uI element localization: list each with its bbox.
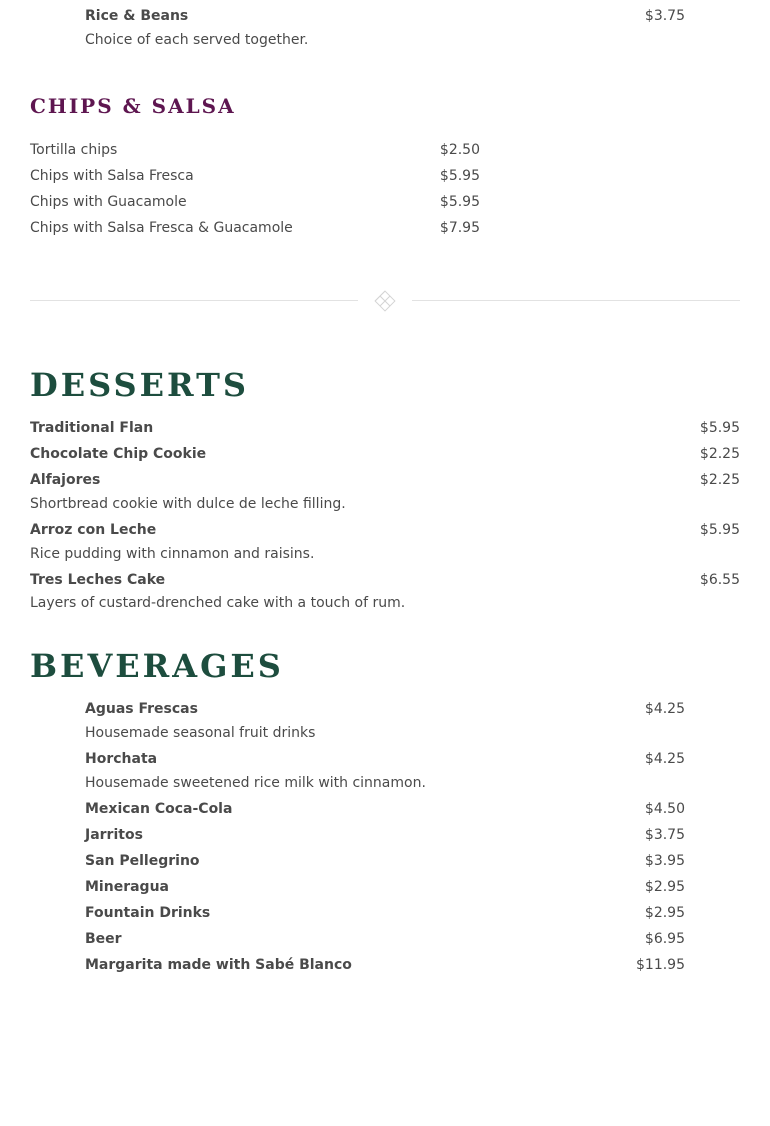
section-heading-chips-salsa: CHIPS & SALSA xyxy=(30,94,236,118)
menu-item-description: Housemade sweetened rice milk with cinnamon. xyxy=(85,775,426,791)
menu-item-description: Housemade seasonal fruit drinks xyxy=(85,725,316,741)
menu-item-name: Aguas Frescas xyxy=(85,701,198,717)
menu-item-price: $2.25 xyxy=(699,472,740,488)
menu-item-description: Layers of custard-drenched cake with a touch of rum. xyxy=(30,595,406,611)
menu-item-price: $2.50 xyxy=(439,142,480,158)
menu-item-description: Rice pudding with cinnamon and raisins. xyxy=(30,546,315,562)
menu-item-name: Tres Leches Cake xyxy=(30,572,166,588)
menu-item-price: $2.95 xyxy=(644,879,685,895)
menu-item-price: $5.95 xyxy=(699,522,740,538)
menu-item-price: $11.95 xyxy=(636,957,685,973)
menu-item-price: $3.75 xyxy=(644,827,685,843)
menu-item-name: Mineragua xyxy=(85,879,169,895)
menu-item-price: $5.95 xyxy=(699,420,740,436)
menu-item-name: San Pellegrino xyxy=(85,853,200,869)
menu-item-name: Horchata xyxy=(85,751,158,767)
menu-item-name: Alfajores xyxy=(30,472,101,488)
menu-item-price: $6.95 xyxy=(644,931,685,947)
menu-item-name: Jarritos xyxy=(85,827,143,843)
menu-item-name: Traditional Flan xyxy=(30,420,154,436)
menu-item-price: $5.95 xyxy=(439,168,480,184)
menu-item-description: Shortbread cookie with dulce de leche filling. xyxy=(30,496,346,512)
diamond-ornament-icon xyxy=(372,288,398,314)
menu-item-name: Chips with Guacamole xyxy=(30,194,187,210)
menu-item-name: Rice & Beans xyxy=(85,8,189,24)
menu-item-price: $4.50 xyxy=(644,801,685,817)
menu-item-price: $2.25 xyxy=(699,446,740,462)
menu-item-name: Beer xyxy=(85,931,122,947)
divider-line-right xyxy=(412,300,740,301)
menu-item-name: Mexican Coca-Cola xyxy=(85,801,233,817)
menu-item-price: $2.95 xyxy=(644,905,685,921)
menu-item-name: Fountain Drinks xyxy=(85,905,211,921)
section-heading-beverages: BEVERAGES xyxy=(30,647,284,685)
menu-item-description: Choice of each served together. xyxy=(85,32,309,48)
menu-item-name: Chocolate Chip Cookie xyxy=(30,446,207,462)
menu-item-name: Arroz con Leche xyxy=(30,522,157,538)
menu-item-price: $6.55 xyxy=(699,572,740,588)
menu-item-price: $3.75 xyxy=(644,8,685,24)
section-heading-desserts: DESSERTS xyxy=(30,366,249,404)
menu-item-name: Chips with Salsa Fresca xyxy=(30,168,194,184)
menu-item-name: Tortilla chips xyxy=(30,142,118,158)
menu-item-name: Margarita made with Sabé Blanco xyxy=(85,957,352,973)
menu-item-price: $4.25 xyxy=(644,751,685,767)
menu-item-name: Chips with Salsa Fresca & Guacamole xyxy=(30,220,293,236)
menu-item-price: $4.25 xyxy=(644,701,685,717)
divider-line-left xyxy=(30,300,358,301)
menu-item-price: $7.95 xyxy=(439,220,480,236)
menu-item-price: $5.95 xyxy=(439,194,480,210)
menu-item-price: $3.95 xyxy=(644,853,685,869)
